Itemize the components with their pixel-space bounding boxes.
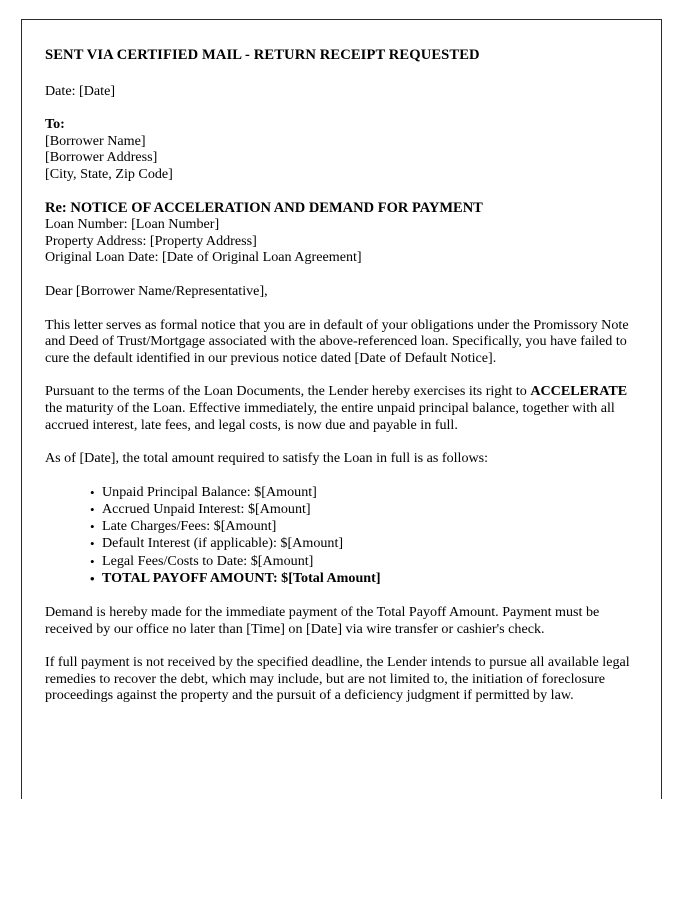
list-item: • Late Charges/Fees: $[Amount] — [90, 518, 637, 535]
acceleration-text-before: Pursuant to the terms of the Loan Documents, the Lender hereby exercises its right to — [45, 383, 531, 400]
loan-number-line: Loan Number: [Loan Number] — [45, 216, 220, 233]
date-line: Date: [Date] — [45, 82, 116, 99]
paragraph-remedies: If full payment is not received by the specified deadline, the Lender intends to pursue all available legal remedies to recover the debt, which may include, but are not limited to, the initiation of foreclosure proceedings against the property and the pursuit of a deficiency judgment if permitted by law. — [45, 654, 630, 704]
to-label: To: — [45, 116, 65, 133]
recipient-address: [Borrower Address] — [45, 149, 158, 166]
list-item: • Default Interest (if applicable): $[Amount] — [90, 535, 637, 552]
total-payoff-amount-item: • TOTAL PAYOFF AMOUNT: $[Total Amount] — [90, 570, 637, 587]
re-subject-line: Re: NOTICE OF ACCELERATION AND DEMAND FOR PAYMENT — [45, 199, 483, 216]
salutation: Dear [Borrower Name/Representative], — [45, 282, 268, 299]
paragraph-demand: Demand is hereby made for the immediate payment of the Total Payoff Amount. Payment must be received by our office no later than [Time] on [Date] via wire transfer or cashier's check. — [45, 603, 600, 637]
original-loan-date-line: Original Loan Date: [Date of Original Loan Agreement] — [45, 249, 362, 266]
payoff-amount-list — [45, 484, 637, 587]
certified-mail-header: SENT VIA CERTIFIED MAIL - RETURN RECEIPT REQUESTED — [45, 47, 480, 63]
paragraph-default-notice: This letter serves as formal notice that you are in default of your obligations under the Promissory Note and Deed of Trust/Mortgage associated with the above-referenced loan. Specifically, you have failed to cure the default identified in our previous notice dated [Date of Default Notice]. — [45, 316, 629, 366]
list-item: • Unpaid Principal Balance: $[Amount] — [90, 484, 637, 501]
subject-block — [45, 200, 637, 266]
property-address-line: Property Address: [Property Address] — [45, 232, 257, 249]
recipient-city-state-zip: [City, State, Zip Code] — [45, 165, 173, 182]
paragraph-acceleration — [45, 383, 637, 433]
acceleration-text-after: the maturity of the Loan. Effective immediately, the entire unpaid principal balance, together with all accrued interest, late fees, and legal costs, is now due and payable in full. — [45, 399, 615, 433]
recipient-name: [Borrower Name] — [45, 132, 146, 149]
accelerate-emphasis: ACCELERATE — [530, 383, 628, 400]
document-body — [22, 20, 661, 704]
paragraph-payoff-intro: As of [Date], the total amount required to satisfy the Loan in full is as follows: — [45, 450, 489, 467]
list-item: • Accrued Unpaid Interest: $[Amount] — [90, 501, 637, 518]
recipient-block — [45, 116, 637, 182]
document-page — [21, 19, 662, 799]
list-item: • Legal Fees/Costs to Date: $[Amount] — [90, 553, 637, 570]
